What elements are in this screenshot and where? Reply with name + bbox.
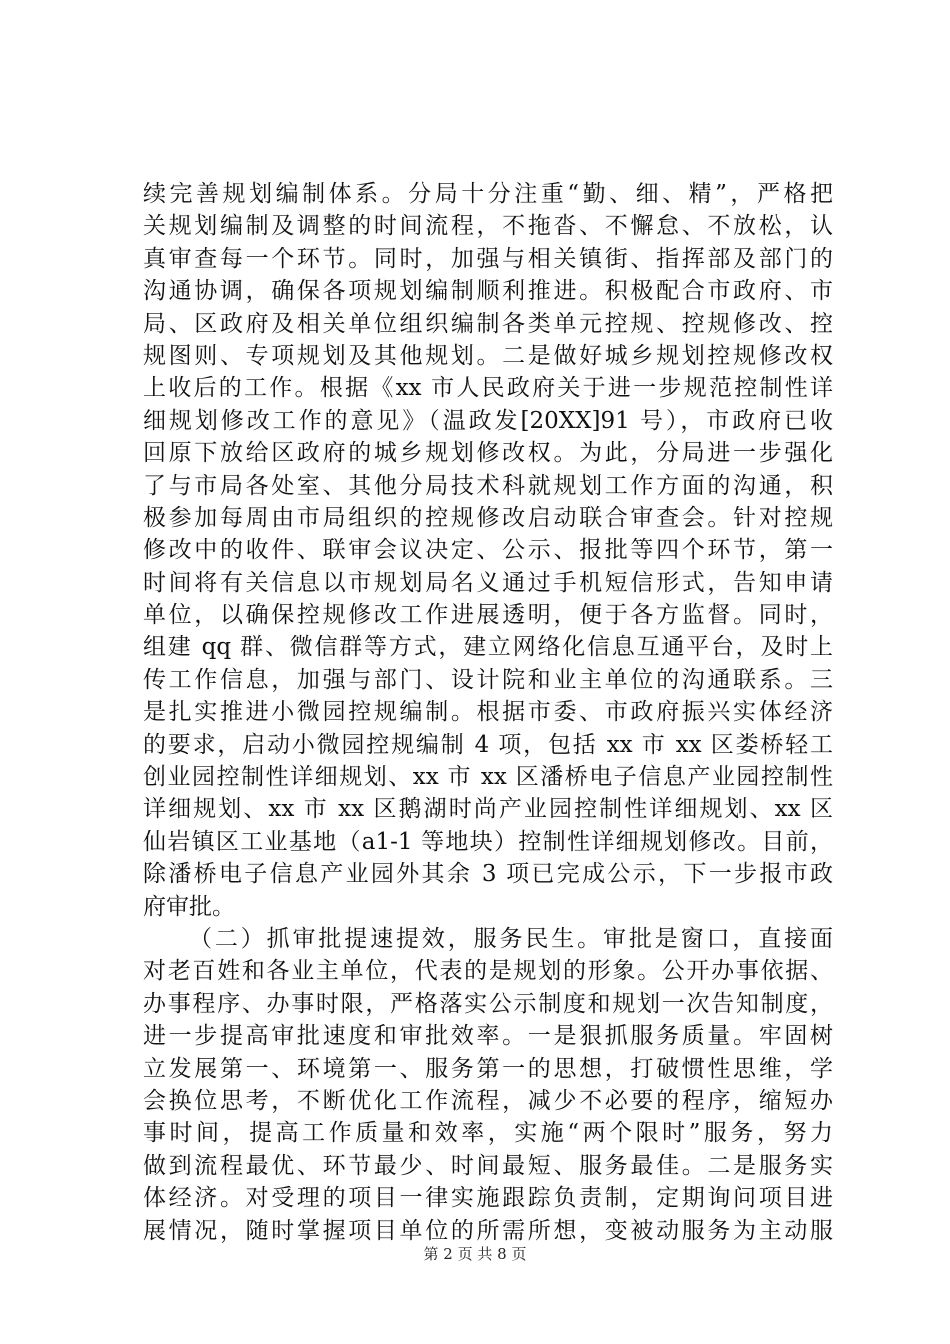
text-line: 会换位思考，不断优化工作流程，减少不必要的程序，缩短办 xyxy=(143,1087,833,1114)
text-line: 做到流程最优、环节最少、时间最短、服务最佳。二是服务实 xyxy=(143,1152,833,1179)
text-line: 办事程序、办事时限，严格落实公示制度和规划一次告知制度， xyxy=(143,990,833,1017)
text-line: 回原下放给区政府的城乡规划修改权。为此，分局进一步强化 xyxy=(143,440,833,467)
text-line: 组建 qq 群、微信群等方式，建立网络化信息互通平台，及时上 xyxy=(143,634,833,661)
text-line: 关规划编制及调整的时间流程，不拖沓、不懈怠、不放松，认 xyxy=(143,213,833,240)
text-line: 的要求，启动小微园控规编制 4 项，包括 xx 市 xx 区娄桥轻工 xyxy=(143,731,833,758)
paragraph-first-line: （二）抓审批提速提效，服务民生。审批是窗口，直接面 xyxy=(189,925,833,952)
text-line: 传工作信息，加强与部门、设计院和业主单位的沟通联系。三 xyxy=(143,666,833,693)
page-number-footer: 第 2 页 共 8 页 xyxy=(423,1245,527,1263)
text-line: 沟通协调，确保各项规划编制顺利推进。积极配合市政府、市 xyxy=(143,278,833,305)
text-line: 单位，以确保控规修改工作进展透明，便于各方监督。同时， xyxy=(143,602,833,629)
text-line: 续完善规划编制体系。分局十分注重“勤、细、精”，严格把 xyxy=(143,181,833,207)
text-line: 除潘桥电子信息产业园外其余 3 项已完成公示，下一步报市政 xyxy=(143,861,833,888)
text-line: 对老百姓和各业主单位，代表的是规划的形象。公开办事依据、 xyxy=(143,958,833,985)
text-line: 展情况，随时掌握项目单位的所需所想，变被动服务为主动服 xyxy=(143,1217,833,1244)
text-line: 仙岩镇区工业基地（a1-1 等地块）控制性详细规划修改。目前， xyxy=(143,828,833,855)
body-text xyxy=(143,178,833,1247)
text-line: 上收后的工作。根据《xx 市人民政府关于进一步规范控制性详 xyxy=(143,375,833,402)
text-line: 是扎实推进小微园控规编制。根据市委、市政府振兴实体经济 xyxy=(143,699,833,726)
text-line: 了与市局各处室、其他分局技术科就规划工作方面的沟通，积 xyxy=(143,472,833,499)
text-line: 详细规划、xx 市 xx 区鹅湖时尚产业园控制性详细规划、xx 区 xyxy=(143,796,833,823)
text-line: 事时间，提高工作质量和效率，实施“两个限时”服务，努力 xyxy=(143,1120,833,1147)
text-line: 局、区政府及相关单位组织编制各类单元控规、控规修改、控 xyxy=(143,310,833,337)
text-line: 时间将有关信息以市规划局名义通过手机短信形式，告知申请 xyxy=(143,569,833,596)
text-line: 规图则、专项规划及其他规划。二是做好城乡规划控规修改权 xyxy=(143,342,833,369)
text-line: 真审查每一个环节。同时，加强与相关镇街、指挥部及部门的 xyxy=(143,245,833,272)
text-line: 创业园控制性详细规划、xx 市 xx 区潘桥电子信息产业园控制性 xyxy=(143,764,833,791)
text-line: 修改中的收件、联审会议决定、公示、报批等四个环节，第一 xyxy=(143,537,833,564)
text-line: 极参加每周由市局组织的控规修改启动联合审查会。针对控规 xyxy=(143,504,833,531)
text-line: 体经济。对受理的项目一律实施跟踪负责制，定期询问项目进 xyxy=(143,1185,833,1212)
paragraph-end-line: 府审批。 xyxy=(143,893,235,920)
text-line: 进一步提高审批速度和审批效率。一是狠抓服务质量。牢固树 xyxy=(143,1023,833,1050)
text-line: 立发展第一、环境第一、服务第一的思想，打破惯性思维，学 xyxy=(143,1055,833,1082)
text-line: 细规划修改工作的意见》（温政发[20XX]91 号），市政府已收 xyxy=(143,407,833,434)
